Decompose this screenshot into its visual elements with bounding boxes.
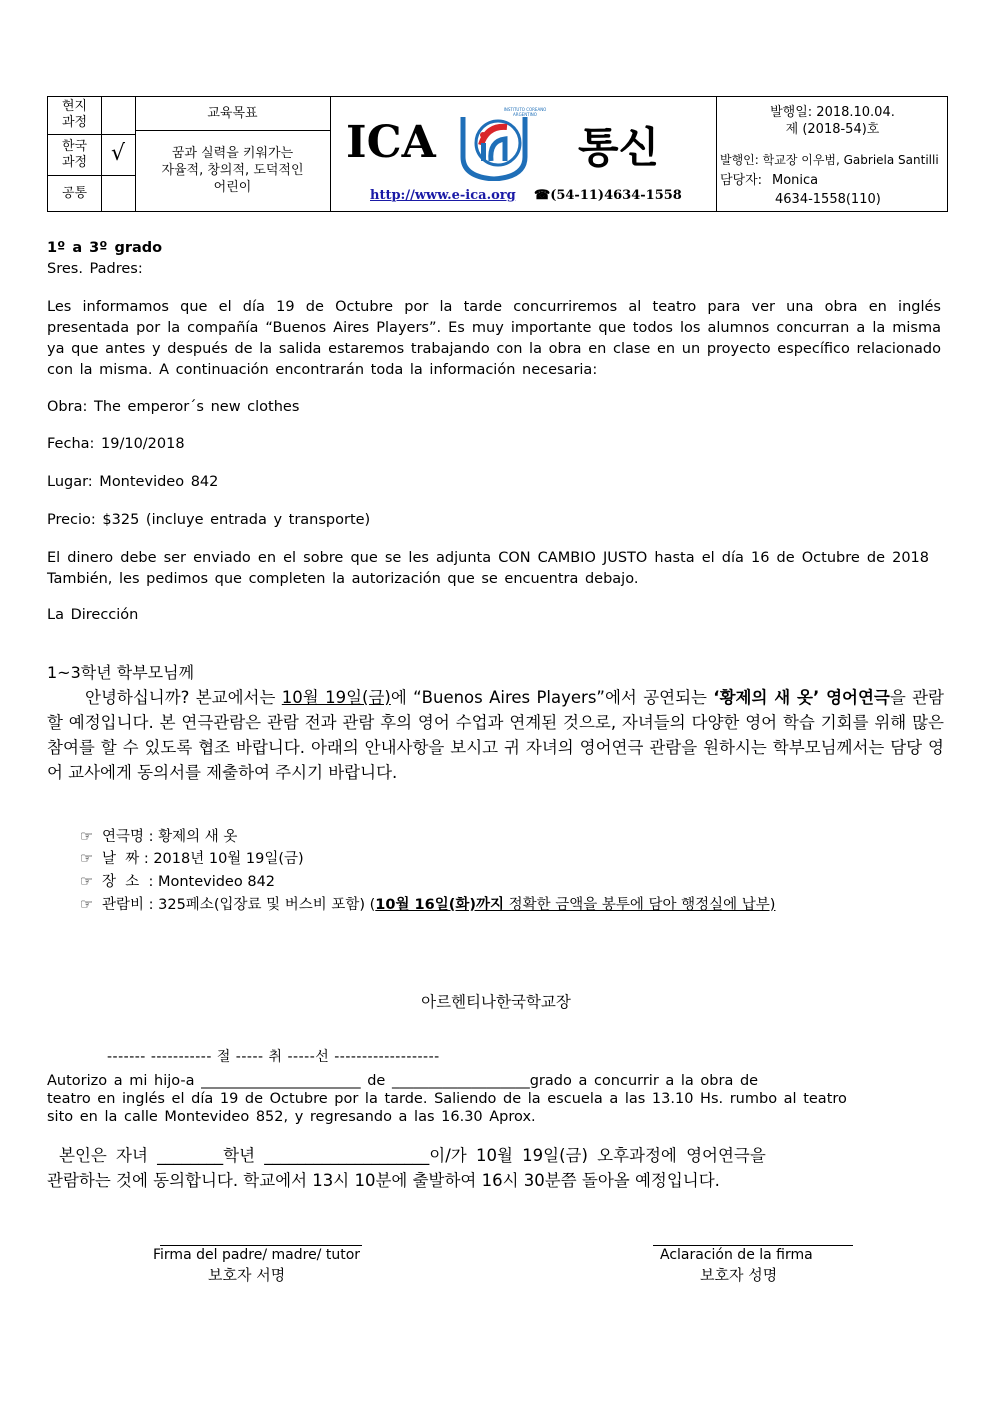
sig-right-kr: 보호자 성명 — [700, 1266, 778, 1284]
logo-ica-text: ICA — [346, 117, 436, 168]
bullet-text: 관람비 : 325페소(입장료 및 버스비 포함) ( — [102, 897, 376, 913]
logo-tongsin-text: 통신 — [578, 123, 660, 172]
sig-left-kr: 보호자 서명 — [208, 1266, 286, 1284]
payment-deadline — [375, 897, 775, 913]
check-mark: √ — [110, 141, 126, 166]
direction-signature: La Dirección — [47, 607, 139, 623]
korean-paragraph-text: 안녕하십니까? 본교에서는 — [85, 688, 282, 707]
grade-heading: 1º a 3º grado — [47, 240, 163, 256]
greeting: Sres. Padres: — [47, 261, 143, 277]
bullet-text: 날 짜 : 2018년 10월 19일(금) — [102, 851, 304, 867]
divider — [48, 134, 135, 135]
play-price: Precio: $325 (incluye entrada y transporte) — [47, 512, 371, 528]
auth-kr-line-2: 관람하는 것에 동의합니다. 학교에서 13시 10분에 출발하여 16시 30분쯤 돌아올 예정입니다. — [47, 1171, 720, 1190]
issue-date: 발행일: 2018.10.04. — [770, 105, 895, 120]
contact-name: Monica — [772, 173, 819, 188]
bullet-date — [80, 848, 304, 870]
website-link[interactable]: http://www.e-ica.org — [370, 188, 516, 203]
pointing-hand-icon: ☞ — [80, 874, 93, 890]
logo-circle-text: INSTITUTO COREANO ARGENTINO — [503, 107, 547, 117]
cut-line: ------- ----------- 절 ----- 취 -----선 ------------------- — [107, 1049, 440, 1065]
principal-signature: 아르헨티나한국학교장 — [421, 993, 571, 1011]
divider — [48, 175, 135, 176]
contact-phone: 4634-1558(110) — [775, 192, 881, 207]
contact-label: 담당자: — [720, 173, 763, 188]
play-location: Lugar: Montevideo 842 — [47, 474, 219, 490]
bullet-play-name — [80, 826, 237, 848]
bullet-text: 장 소 : Montevideo 842 — [102, 874, 276, 890]
pointing-hand-icon: ☞ — [80, 851, 93, 867]
intro-paragraph: Les informamos que el día 19 de Octubre por la tarde concurriremos al teatro para ver una obra en inglés presentada por la compañía “Buenos Aires Players”. Es muy importante que todos los alumnos concurran a la misma ya que antes y después de la salida estaremos trabajando con la obra en clase en un proyecto específico relacionado con la misma. A continuación encontrarán toda la información necesaria: — [47, 299, 941, 378]
name-line[interactable] — [653, 1245, 853, 1246]
play-title: ‘황제의 새 옷’ 영어연극 — [713, 688, 890, 707]
bullet-location — [80, 871, 275, 893]
publisher: 발행인: 학교장 이우범, Gabriela Santilli — [720, 153, 939, 167]
signature-line[interactable] — [160, 1245, 362, 1246]
auth-es-line-2: teatro en inglés el día 19 de Octubre por la tarde. Saliendo de la escuela a las 13.10 Hs. rumbo al teatro — [47, 1091, 847, 1107]
header-table — [47, 96, 948, 212]
row-label-korean: 한국 과정 — [61, 139, 88, 170]
edu-goal-label: 교육목표 — [207, 106, 258, 121]
auth-es-line-3: sito en la calle Montevideo 852, y regresando a las 16.30 Aprox. — [47, 1109, 536, 1125]
sig-left-es: Firma del padre/ madre/ tutor — [153, 1247, 361, 1263]
korean-paragraph-text: 을 관람할 예정입니다. 본 연극관람은 관람 전과 관람 후의 영어 수업과 연계된 것으로, 자녀들의 다양한 영어 학습 기회를 위해 많은 참여를 할 수 있도록 협조 바랍니다. 아래의 안내사항을 보시고 귀 자녀의 영어연극 관람을 원하시는 학부모님께서는 담당 영어 교사에게 동의서를 제출하여 주시기 바랍니다. — [47, 688, 944, 782]
pointing-hand-icon: ☞ — [80, 829, 93, 845]
edu-goal-text: 꿈과 실력을 키워가는 자율적, 창의적, 도덕적인 어린이 — [161, 146, 304, 195]
divider — [135, 130, 330, 131]
deadline-text: 정확한 금액을 봉투에 담아 행정실에 납부) — [504, 897, 776, 913]
bullet-text: 연극명 : 황제의 새 옷 — [102, 829, 238, 845]
row-label-common: 공통 — [61, 186, 88, 201]
deadline-date: 10월 16일(화)까지 — [375, 897, 504, 913]
phone-number: ☎(54-11)4634-1558 — [534, 188, 682, 203]
issue-number: 제 (2018-54)호 — [785, 122, 880, 137]
korean-heading: 1~3학년 학부모님께 — [47, 663, 195, 682]
event-date: 10월 19일(금) — [281, 688, 391, 707]
divider — [330, 97, 331, 211]
money-paragraph: El dinero debe ser enviado en el sobre que se les adjunta CON CAMBIO JUSTO hasta el día 16 de Octubre de 2018 También, les pedimos que completen la autorización que se encuentra debajo. — [47, 550, 929, 587]
play-name: Obra: The emperor´s new clothes — [47, 399, 300, 415]
play-date: Fecha: 19/10/2018 — [47, 436, 185, 452]
bullet-price — [80, 894, 775, 916]
auth-es-line-1: Autorizo a mi hijo-a ______________________ de ___________________grado a concurrir a la obra de — [47, 1073, 759, 1089]
auth-kr-line-1: 본인은 자녀 ________학년 ____________________이/가 10월 19일(금) 오후과정에 영어연극을 — [59, 1146, 766, 1165]
sig-right-es: Aclaración de la firma — [660, 1247, 813, 1263]
pointing-hand-icon: ☞ — [80, 897, 93, 913]
korean-paragraph — [47, 685, 944, 785]
korean-paragraph-text: 에 “Buenos Aires Players”에서 공연되는 — [390, 688, 714, 707]
row-label-local: 현지 과정 — [61, 99, 88, 130]
